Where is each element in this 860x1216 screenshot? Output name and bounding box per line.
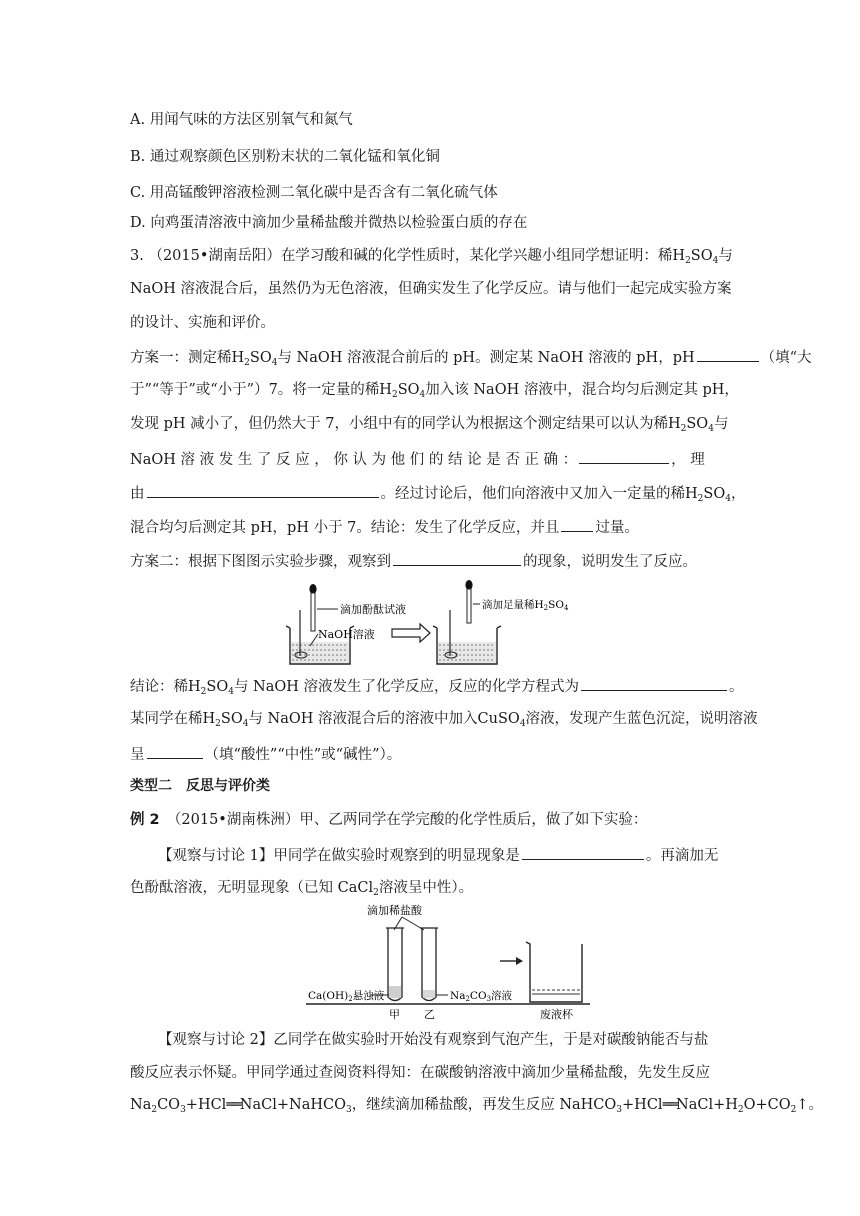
arrow-icon <box>392 624 430 642</box>
test-tube-figure <box>300 902 596 1020</box>
cuso4-line1: 某同学在稀$H_2SO_4$与 NaOH 溶液混合后的溶液中加入CuSO$_4$溶液，发现产生蓝色沉淀，说明溶液 <box>130 711 758 729</box>
q3-intro-line2: NaOH 溶液混合后，虽然仍为无色溶液，但确实发生了化学反应。请与他们一起完成实验方案 <box>130 281 732 297</box>
answer-blank-excess[interactable] <box>561 516 593 532</box>
q3-intro-line3: 的设计、实施和评价。 <box>130 315 275 331</box>
answer-blank-acidity[interactable] <box>147 743 203 759</box>
answer-blank-ph[interactable] <box>697 346 759 362</box>
arrow-right-icon <box>516 957 523 965</box>
observation2-line3: $Na_2CO_3+HCl══NaCl+NaHCO_3$，继续滴加稀盐酸，再发生反应 $NaHCO_3+HCl══NaCl+H_2O+CO_2↑$。 <box>130 1097 824 1115</box>
label-naoh-solution: NaOH溶液 <box>318 628 375 641</box>
plan1-line6: 混合均匀后测定其 pH，pH 小于 7。结论：发生了化学反应，并且 过量。 <box>130 516 639 538</box>
label-phenolphthalein: 滴加酚酞试液 <box>340 603 406 616</box>
answer-blank-equation[interactable] <box>581 675 727 691</box>
label-add-hcl: 滴加稀盐酸 <box>367 904 422 917</box>
plan1-line1: 方案一：测定稀$H_2SO_4$与 NaOH 溶液混合前后的 pH。测定某 NaOH 溶液的 pH，pH （填“大 <box>130 346 812 368</box>
label-waste-beaker: 废液杯 <box>540 1008 573 1020</box>
option-a: A. 用闻气味的方法区别氧气和氮气 <box>130 112 353 128</box>
label-na2co3: Na2CO3溶液 <box>450 990 513 1003</box>
observation2-line2: 酸反应表示怀疑。甲同学通过查阅资料得知：在碳酸钠溶液中滴加少量稀盐酸，先发生反应 <box>130 1065 710 1081</box>
plan1-line4: NaOH 溶 液 发 生 了 反 应 ， 你 认 为 他 们 的 结 论 是 否 正 确 ： ， 理 <box>130 448 705 470</box>
observation1-line2: 色酚酞溶液，无明显现象（已知 CaCl$_2$溶液呈中性）。 <box>130 880 474 898</box>
plan1-line3: 发现 pH 减小了，但仍然大于 7，小组中有的同学认为根据这个测定结果可以认为稀$H_2SO_4$与 <box>130 416 729 434</box>
plan2-line: 方案二：根据下图图示实验步骤，观察到 的现象，说明发生了反应。 <box>130 550 697 572</box>
answer-blank-reason[interactable] <box>147 482 379 498</box>
option-b: B. 通过观察颜色区别粉末状的二氧化锰和氧化铜 <box>130 149 440 165</box>
section-heading: 类型二 反思与评价类 <box>130 778 270 794</box>
observation1-line1: 【观察与讨论 1】甲同学在做实验时观察到的明显现象是 。再滴加无 <box>158 844 718 866</box>
beaker-experiment-figure <box>280 576 580 668</box>
plan1-line5: 由 。经过讨论后，他们向溶液中又加入一定量的稀$H_2SO_4$， <box>130 482 745 504</box>
answer-blank-phenomenon[interactable] <box>393 550 521 566</box>
option-d: D. 向鸡蛋清溶液中滴加少量稀盐酸并微热以检验蛋白质的存在 <box>130 215 528 231</box>
cuso4-line2: 呈 （填“酸性”“中性”或“碱性”）。 <box>130 743 401 765</box>
label-caoh2: Ca(OH)2悬浊液 <box>308 990 385 1003</box>
answer-blank-observation[interactable] <box>522 844 644 860</box>
q3-intro-line1: 3. （2015•湖南岳阳）在学习酸和碱的化学性质时，某化学兴趣小组同学想证明：稀$H_2SO_4$与 <box>130 248 733 266</box>
plan1-line2: 于”“等于”或“小于”）7。将一定量的稀$H_2SO_4$加入该 NaOH 溶液中，混合均匀后测定其 pH， <box>130 382 739 400</box>
label-jia: 甲 <box>389 1008 400 1020</box>
label-add-sulfuric-acid: 滴加足量稀H2SO4 <box>482 599 569 612</box>
option-c: C. 用高锰酸钾溶液检测二氧化碳中是否含有二氧化硫气体 <box>130 185 498 201</box>
conclusion-line: 结论：稀$H_2SO_4$与 NaOH 溶液发生了化学反应，反应的化学方程式为 。 <box>130 675 744 697</box>
observation2-line1: 【观察与讨论 2】乙同学在做实验时开始没有观察到气泡产生，于是对碳酸钠能否与盐 <box>158 1032 709 1048</box>
answer-blank-correct[interactable] <box>579 448 669 464</box>
example2-line: 例 2 （2015•湖南株洲）甲、乙两同学在学完酸的化学性质后，做了如下实验： <box>130 812 648 828</box>
label-yi: 乙 <box>424 1008 435 1020</box>
